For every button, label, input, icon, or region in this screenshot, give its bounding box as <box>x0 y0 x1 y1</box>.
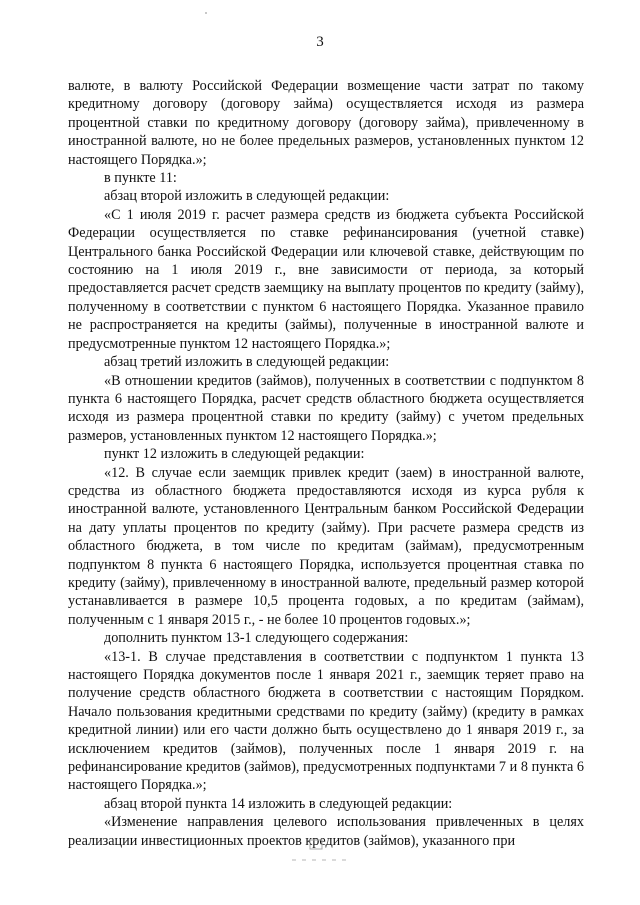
paragraph-11: абзац второй пункта 14 изложить в следующей редакции: <box>104 795 453 812</box>
page-number: 3 <box>316 34 324 50</box>
paragraph-7: пункт 12 изложить в следующей редакции: <box>104 446 365 463</box>
paragraph-6: «В отношении кредитов (займов), полученных в соответствии с подпунктом 8 пункта 6 настоящего Порядка, расчет средств областного бюджета осуществляется исходя из размера процентной ставки по кредиту (займу) с учетом предельных размеров, установленных пунктом 12 настоящего Порядка.»; <box>68 372 584 444</box>
paragraph-2: в пункте 11: <box>104 170 177 187</box>
scan-stamp-mark <box>288 838 358 868</box>
paragraph-10: «13-1. В случае представления в соответствии с подпунктом 1 пункта 13 настоящего Порядка документов после 1 января 2021 г., заемщик теряет право на получение средств областного бюджета в соответствии с настоящим Порядком. Начало пользования кредитными средствами по кредиту (займу) (кредиту в рамках кредитной линии) или его части должно быть осуществлено до 1 января 2019 г., за исключением кредитов (займов), полученных после 1 января 2019 г. на рефинансирование кредитов (займов), предусмотренных подпунктами 7 и 8 пункта 6 настоящего Порядка.»; <box>68 648 584 794</box>
paragraph-4: «С 1 июля 2019 г. расчет размера средств из бюджета субъекта Российской Федерации осуществляется по ставке рефинансирования (учетной ставке) Центрального банка Российской Федерации или ключевой ставке, действующим по состоянию на 1 июля 2019 г., вне зависимости от периода, за который предоставляется расчет средств заемщику на выплату процентов по кредиту (займу), полученному в соответствии с пунктом 6 настоящего Порядка. Указанное правило не распространяется на кредиты (займы), полученные в иностранной валюте и предусмотренные пунктом 12 настоящего Порядка.»; <box>68 206 584 352</box>
paragraph-8: «12. В случае если заемщик привлек кредит (заем) в иностранной валюте, средства из областного бюджета предоставляются исходя из курса рубля к иностранной валюте, установленного Центральным банком Российской Федерации на дату уплаты процентов по кредиту (займу). При расчете размера средств из областного бюджета, в том числе по кредитам (займам), предусмотренным подпунктом 8 пункта 6 настоящего Порядка, используется процентная ставка по кредиту (займу), привлеченному в иностранной валюте, предельный размер которой устанавливается в размере 10,5 процента годовых, а по кредитам (займам), полученным с 1 января 2015 г., - не более 10 процентов годовых.»; <box>68 464 584 628</box>
scan-speck <box>205 12 207 14</box>
document-body <box>68 77 584 850</box>
paragraph-12: «Изменение направления целевого использования привлеченных в целях реализации инвестиционных проектов кредитов (займов), указанного при <box>68 814 584 849</box>
stamp-smudge-icon <box>288 838 358 868</box>
paragraph-3: абзац второй изложить в следующей редакции: <box>104 188 390 205</box>
paragraph-5: абзац третий изложить в следующей редакции: <box>104 354 390 371</box>
paragraph-1: валюте, в валюту Российской Федерации возмещение части затрат по такому кредитному договору (договору займа) осуществляется исходя из размера процентной ставки по кредитному договору (договору займа), привлеченному в иностранной валюте, но не более предельных размеров, установленных пунктом 12 настоящего Порядка.»; <box>68 78 584 168</box>
paragraph-9: дополнить пунктом 13-1 следующего содержания: <box>104 630 409 647</box>
